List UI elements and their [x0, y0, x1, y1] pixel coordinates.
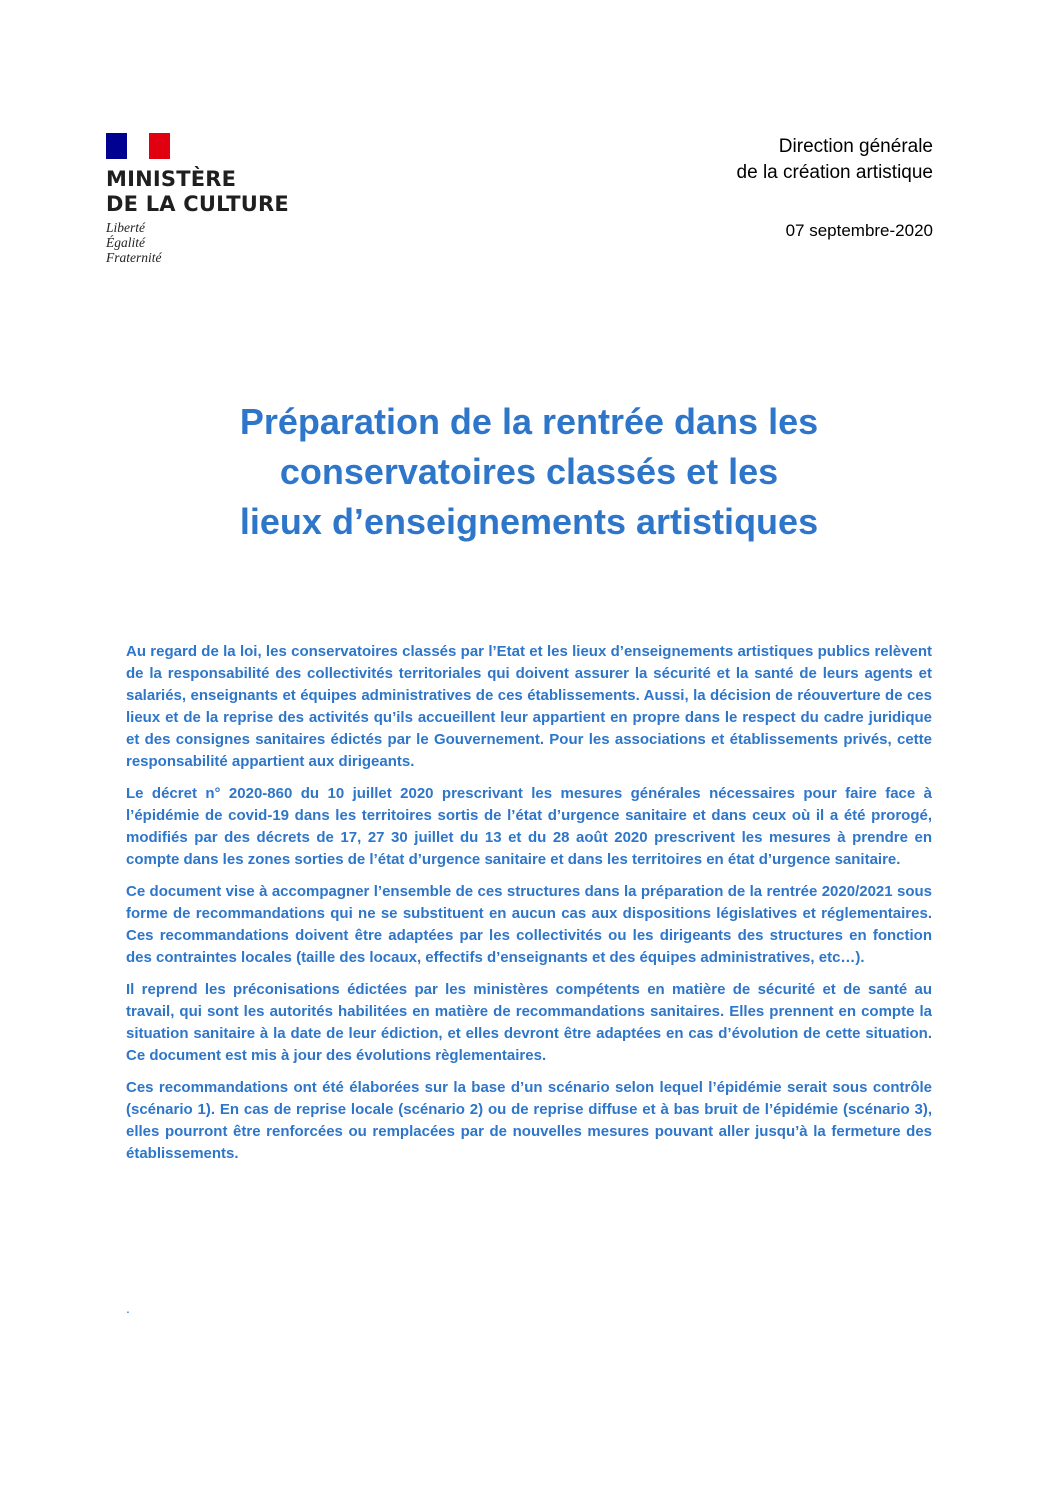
flag-blue-band — [106, 133, 127, 159]
document-title — [100, 397, 958, 547]
tricolor-flag-icon — [106, 133, 170, 159]
ministry-name-line2: DE LA CULTURE — [106, 192, 289, 216]
motto-liberte: Liberté — [106, 220, 145, 235]
document-date: 07 septembre-2020 — [785, 221, 933, 240]
title-line1: Préparation de la rentrée dans les — [239, 401, 819, 442]
title-line3: lieux d’enseignements artistiques — [239, 501, 819, 542]
body-paragraph-4: Il reprend les préconisations édictées par les ministères compétents en matière de sécurité et de santé au travail, qui sont les autorités habilitées en matière de recommandations sanitaires. Elles prennent en compte la situation sanitaire à la date de leur édiction, et elles devront être adaptées en cas d’évolution de cette situation. Ce document est mis à jour des évolutions règlementaires. — [126, 981, 932, 1064]
ministry-name-line1: MINISTÈRE — [106, 167, 237, 191]
direction-line1: Direction générale — [778, 136, 933, 157]
direction-line2: de la création artistique — [736, 162, 933, 183]
flag-white-band — [127, 133, 149, 159]
issuing-direction — [737, 134, 933, 186]
body-paragraph-2: Le décret n° 2020-860 du 10 juillet 2020 prescrivant les mesures générales nécessaires pour faire face à l’épidémie de covid-19 dans les territoires sortis de l’état d’urgence sanitaire et dans ceux où il a été prorogé, modifiés par des décrets de 17, 27 30 juillet du 13 et du 28 août 2020 prescrivent les mesures à prendre en compte dans les zones sorties de l’état d’urgence sanitaire et dans les territoires en état d’urgence sanitaire. — [126, 785, 932, 868]
motto-fraternite: Fraternité — [106, 250, 162, 265]
body-paragraph-5: Ces recommandations ont été élaborées sur la base d’un scénario selon lequel l’épidémie serait sous contrôle (scénario 1). En cas de reprise locale (scénario 2) ou de reprise diffuse et à bas bruit de l’épidémie (scénario 3), elles pourront être renforcées ou remplacées par de nouvelles mesures pouvant aller jusqu’à la fermeture des établissements. — [126, 1079, 932, 1162]
republic-motto — [106, 220, 326, 265]
flag-red-band — [149, 133, 170, 159]
document-body — [126, 641, 932, 1175]
title-line2: conservatoires classés et les — [279, 451, 779, 492]
body-paragraph-3: Ce document vise à accompagner l’ensemble de ces structures dans la préparation de la rentrée 2020/2021 sous forme de recommandations qui ne se substituent en aucun cas aux dispositions législatives et réglementaires. Ces recommandations doivent être adaptées par les collectivités ou les dirigeants des structures en fonction des contraintes locales (taille des locaux, effectifs d’enseignants et des équipes administratives, etc…). — [126, 883, 932, 966]
ministry-logo — [106, 133, 326, 265]
body-paragraph-1: Au regard de la loi, les conservatoires classés par l’Etat et les lieux d’enseignements artistiques publics relèvent de la responsabilité des collectivités territoriales qui doivent assurer la sécurité et la santé de leurs agents et salariés, enseignants et équipes administratives de ces établissements. Aussi, la décision de réouverture de ces lieux et de la reprise des activités qu’ils accueillent leur appartient en propre dans le respect du cadre juridique et des consignes sanitaires édictés par le Gouvernement. Pour les associations et établissements privés, cette responsabilité appartient aux dirigeants. — [126, 643, 932, 770]
motto-egalite: Égalité — [106, 235, 145, 250]
trailing-mark: . — [126, 1300, 130, 1316]
ministry-name — [106, 167, 326, 217]
